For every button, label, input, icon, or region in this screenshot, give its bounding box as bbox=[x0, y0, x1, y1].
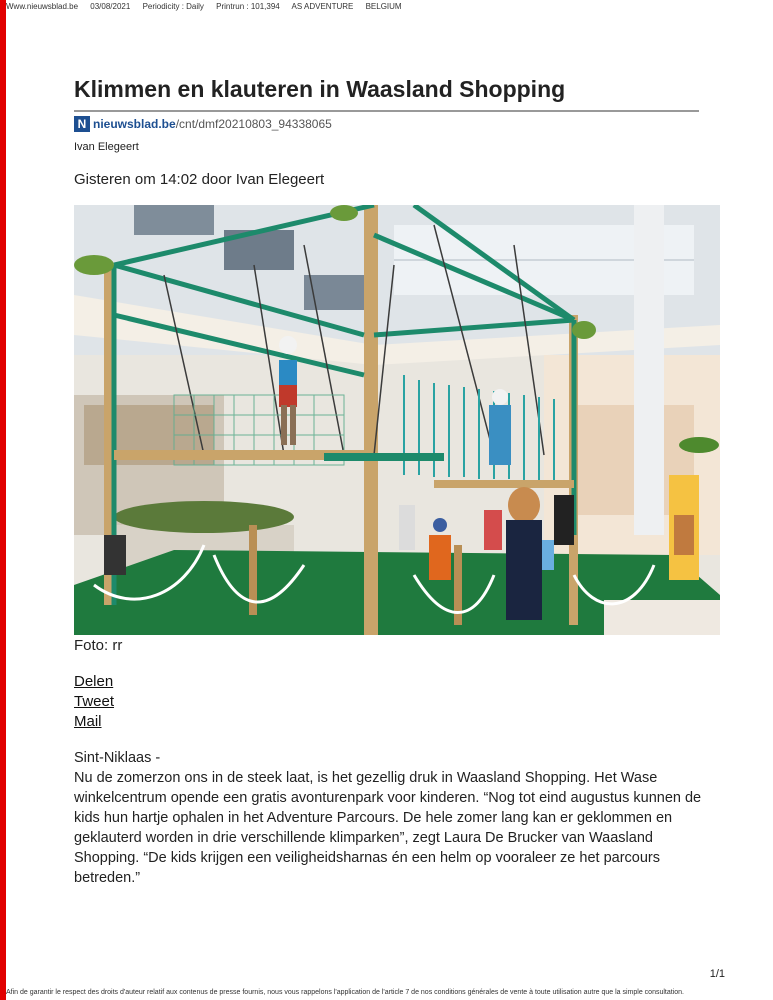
article-title: Klimmen en klauteren in Waasland Shopping bbox=[74, 76, 566, 102]
nieuwsblad-logo-icon: N bbox=[74, 116, 90, 132]
meta-country: BELGIUM bbox=[365, 2, 402, 11]
share-mail-link[interactable]: Mail bbox=[74, 713, 102, 730]
article-photo bbox=[74, 205, 720, 635]
title-divider bbox=[74, 110, 699, 112]
press-meta-line bbox=[6, 2, 412, 11]
article-location: Sint-Niklaas - bbox=[74, 750, 161, 766]
share-delen-link[interactable]: Delen bbox=[74, 673, 114, 690]
meta-date: 03/08/2021 bbox=[90, 2, 131, 11]
source-domain: nieuwsblad.be bbox=[93, 117, 176, 131]
article-paragraph: Nu de zomerzon ons in de steek laat, is het gezellig druk in Waasland Shopping. Het Wase winkelcentrum opende een gratis avonturenpark voor kinderen. “Nog tot eind augustus kunnen de kids hun hartje ophalen in het Adventure Parcours. De hele zomer lang kan er geklommen en geklauterd worden in drie verschillende klimparken”, zegt Laura De Brucker van Waasland Shopping. “De kids krijgen een veiligheidsharnas én een helm op vooraleer ze het parcours betreden.” bbox=[74, 770, 702, 886]
article-body bbox=[74, 748, 714, 888]
share-tweet-link[interactable]: Tweet bbox=[74, 693, 115, 710]
meta-periodicity: Periodicity : Daily bbox=[142, 2, 204, 11]
meta-printrun: Printrun : 101,394 bbox=[216, 2, 280, 11]
source-line bbox=[74, 116, 332, 132]
share-links bbox=[74, 672, 114, 732]
page-number: 1/1 bbox=[709, 968, 725, 980]
copyright-footer: Afin de garantir le respect des droits d'auteur relatif aux contenus de presse fournis, nous vous rappelons l'application de l'article 7 de nos conditions générales de vente à toute utilisation autre que la simple consultation. bbox=[6, 989, 684, 996]
meta-url: Www.nieuwsblad.be bbox=[6, 2, 79, 11]
article-dateline: Gisteren om 14:02 door Ivan Elegeert bbox=[74, 171, 325, 188]
meta-client: AS ADVENTURE bbox=[291, 2, 354, 11]
photo-caption: Foto: rr bbox=[74, 637, 123, 654]
red-margin-bar bbox=[0, 0, 6, 1000]
source-path: /cnt/dmf20210803_94338065 bbox=[175, 117, 332, 131]
author-byline: Ivan Elegeert bbox=[74, 141, 139, 153]
